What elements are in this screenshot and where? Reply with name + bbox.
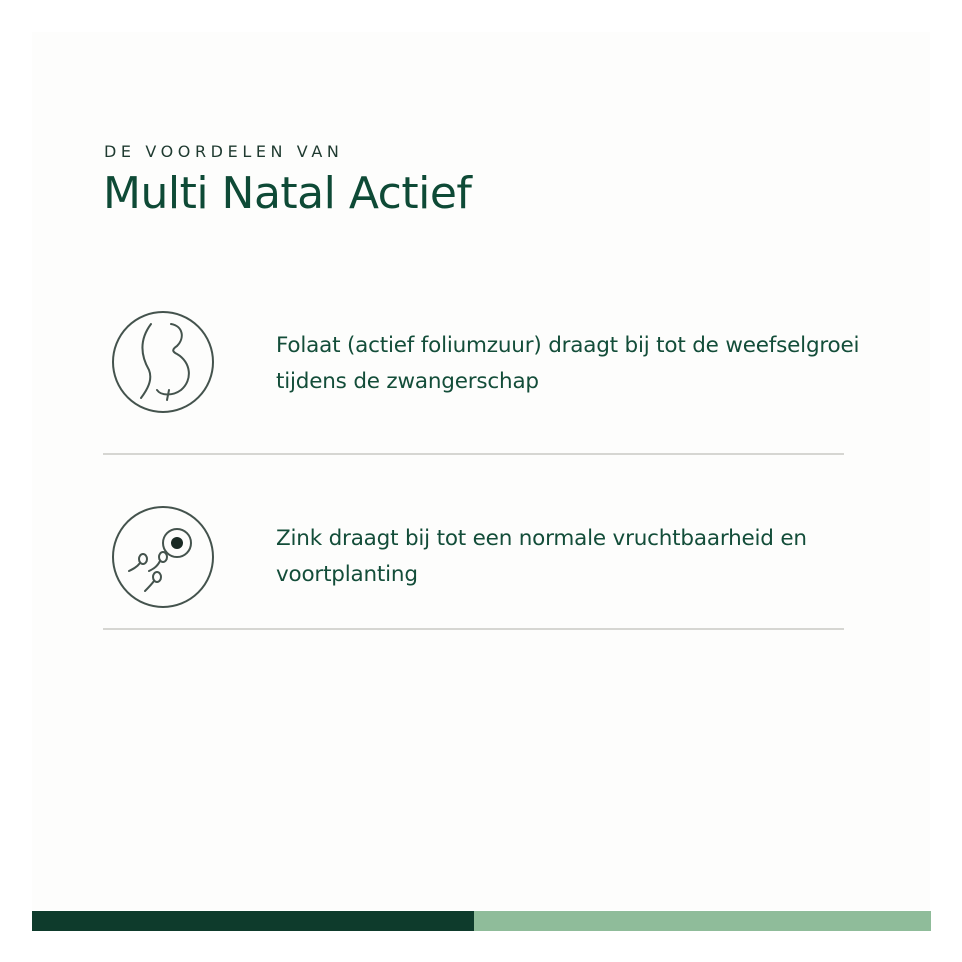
accent-bar-light [474,911,931,931]
benefit-text-folaat: Folaat (actief foliumzuur) draagt bij tot de weefselgroei tijdens de zwangerschap [276,333,860,394]
content-panel [32,32,930,910]
benefit-divider [103,628,844,630]
benefit-divider [103,453,844,455]
pregnant-belly-icon [111,310,215,414]
accent-bar-dark [32,911,474,931]
benefit-text-zink: Zink draagt bij tot een normale vruchtbaarheid en voortplanting [276,526,807,587]
fertility-sperm-egg-icon [111,505,215,609]
section-eyebrow: DE VOORDELEN VAN [104,142,344,161]
page-title: Multi Natal Actief [103,168,472,219]
